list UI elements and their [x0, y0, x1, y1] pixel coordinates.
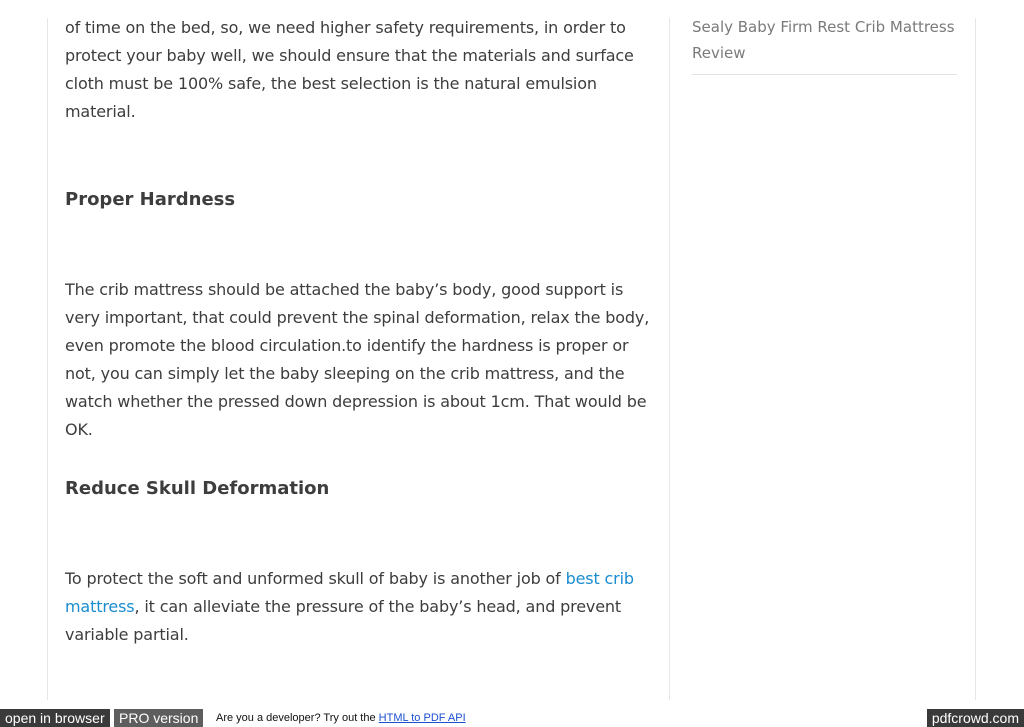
developer-prompt-text: Are you a developer? Try out the [216, 712, 379, 724]
sidebar-right-border [975, 18, 976, 700]
intro-paragraph: of time on the bed, so, we need higher safety requirements, in order to protect your baby well, we should ensure that the materials and surface cloth must be 100% safe, the best selection is the natural emulsion material. [65, 18, 634, 121]
skull-paragraph-text-before: To protect the soft and unformed skull of baby is another job of [65, 569, 566, 588]
pro-version-button[interactable]: PRO version [114, 709, 203, 727]
pdfcrowd-footer [0, 709, 1024, 727]
sidebar-item-sealy-review[interactable]: Sealy Baby Firm Rest Crib Mattress Review [692, 14, 957, 75]
best-crib-mattress-link[interactable]: best crib mattress [65, 569, 634, 616]
hardness-paragraph: The crib mattress should be attached the baby’s body, good support is very important, that could prevent the spinal deformation, relax the body, even promote the blood circulation.to identify the hardness is proper or not, you can simply let the baby sleeping on the crib mattress, and the watch whether the pressed down depression is about 1cm. That would be OK. [65, 280, 650, 439]
html-to-pdf-api-link[interactable]: HTML to PDF API [378, 712, 466, 724]
sidebar [692, 14, 957, 75]
skull-paragraph-text-after: , it can alleviate the pressure of the baby’s head, and prevent variable partial. [65, 597, 622, 644]
content-left-border [47, 18, 48, 700]
open-in-browser-button[interactable]: open in browser [0, 709, 110, 727]
pdfcrowd-brand-link[interactable]: pdfcrowd.com [927, 709, 1024, 727]
skull-paragraph [65, 565, 655, 649]
sidebar-divider [669, 18, 670, 700]
heading-proper-hardness: Proper Hardness [65, 189, 236, 210]
heading-reduce-skull-deformation: Reduce Skull Deformation [65, 478, 330, 499]
developer-prompt [216, 711, 466, 725]
